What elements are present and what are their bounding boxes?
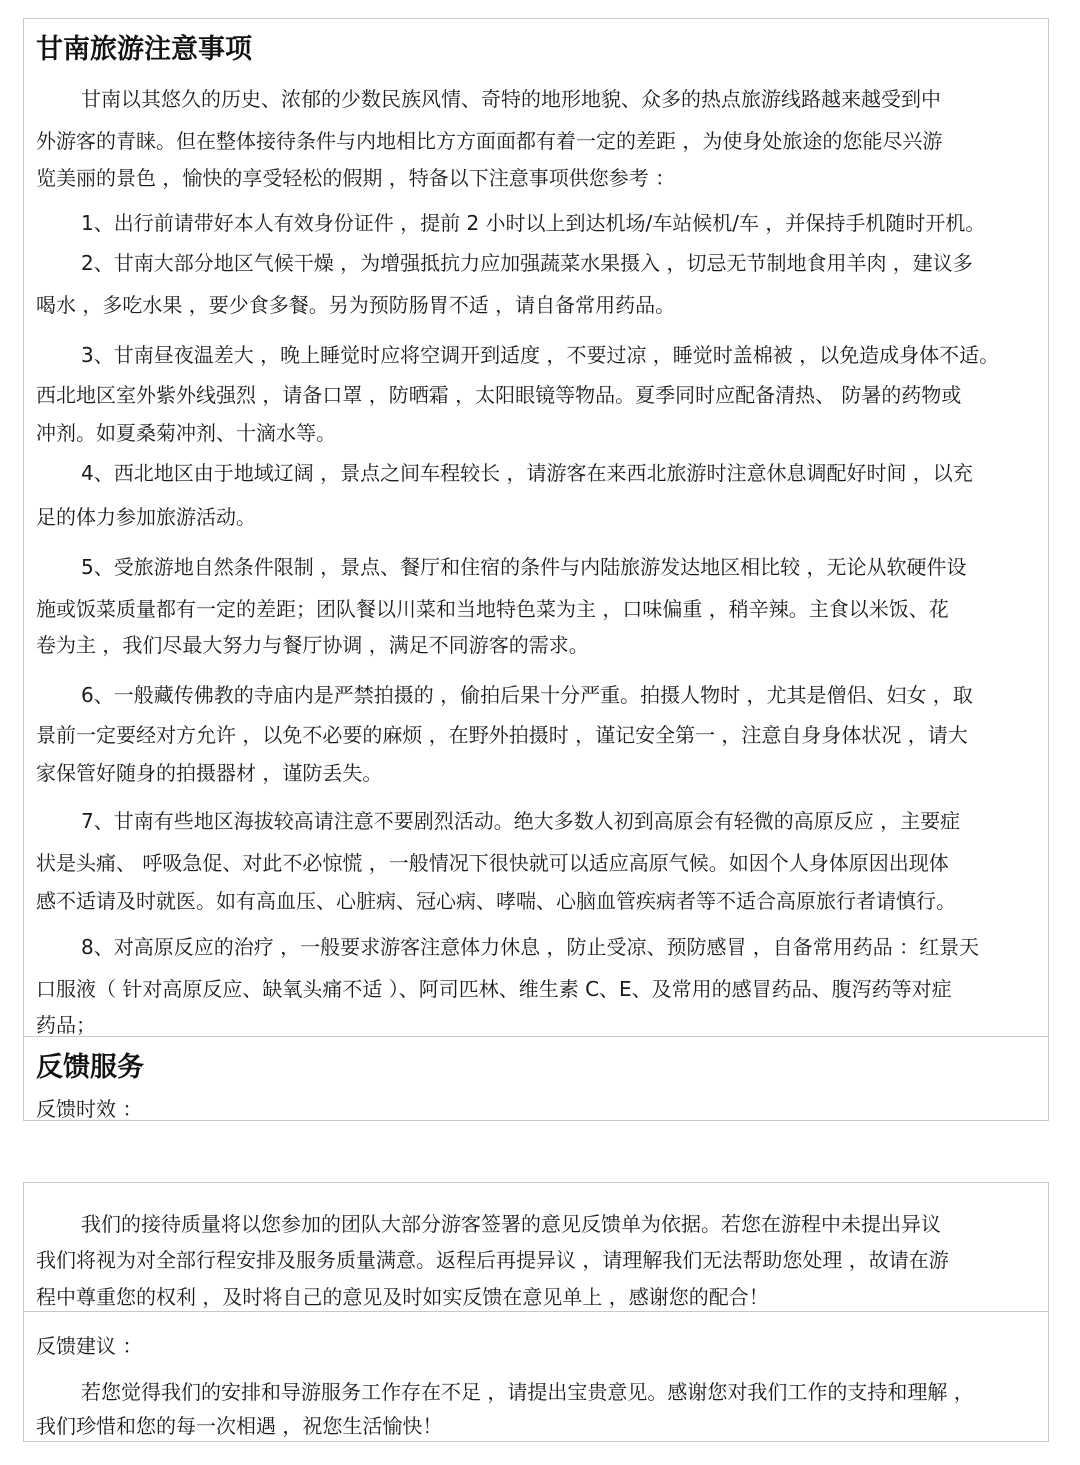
text-line: 外游客的青睐。但在整体接待条件与内地相比方方面面都有着一定的差距 ，为使身处旅途的您能尽兴游 (36, 129, 943, 153)
text-line: 药品； (36, 1013, 96, 1037)
text-line: 感不适请及时就医。如有高血压、心脏病、冠心病、哮喘、心脑血管疾病者等不适合高原旅行者请慎行。 (36, 889, 956, 913)
text-line: 若您觉得我们的安排和导游服务工作存在不足 ，请提出宝贵意见。感谢您对我们工作的支持和理解 ， (81, 1380, 974, 1404)
text-line: 景前一定要经对方允许 ，以免不必要的麻烦 ，在野外拍摄时 ，谨记安全第一 ，注意自身身体状况 ，请大 (36, 723, 968, 747)
text-line: 4、西北地区由于地域辽阔 ，景点之间车程较长 ，请游客在来西北旅游时注意休息调配好时间 ，以充 (81, 461, 973, 485)
text-line: 家保管好随身的拍摄器材 ，谨防丢失。 (36, 761, 383, 785)
text-line: 我们珍惜和您的每一次相遇 ，祝您生活愉快！ (36, 1414, 443, 1438)
text-line: 6、一般藏传佛教的寺庙内是严禁拍摄的 ，偷拍后果十分严重。拍摄人物时 ，尤其是僧侣、妇女 ，取 (81, 683, 973, 707)
text-line: 5、受旅游地自然条件限制 ，景点、餐厅和住宿的条件与内陆旅游发达地区相比较 ，无论从软硬件设 (81, 555, 967, 579)
text-line: 甘南以其悠久的历史、浓郁的少数民族风情、奇特的地形地貌、众多的热点旅游线路越来越受到中 (81, 87, 941, 111)
text-line: 施或饭菜质量都有一定的差距；团队餐以川菜和当地特色菜为主 ，口味偏重 ，稍辛辣。主食以米饭、花 (36, 597, 949, 621)
feedback-section (23, 1182, 1049, 1442)
text-line: 状是头痛、 呼吸急促、对此不必惊慌 ，一般情况下很快就可以适应高原气候。如因个人身体原因出现体 (36, 851, 949, 875)
section-title: 甘南旅游注意事项 (36, 34, 252, 65)
feedback-title: 反馈服务 (36, 1052, 144, 1083)
text-line: 7、甘南有些地区海拔较高请注意不要剧烈活动。绝大多数人初到高原会有轻微的高原反应 ，主要症 (81, 809, 961, 833)
text-line: 3、甘南昼夜温差大 ，晚上睡觉时应将空调开到适度 ，不要过凉 ，睡觉时盖棉被 ，以免造成身体不适。 (81, 343, 1000, 367)
text-line: 2、甘南大部分地区气候干燥 ，为增强抵抗力应加强蔬菜水果摄入 ，切忌无节制地食用羊肉 ，建议多 (81, 251, 973, 275)
text-line: 我们的接待质量将以您参加的团队大部分游客签署的意见反馈单为依据。若您在游程中未提出异议 (81, 1212, 941, 1236)
text-line: 8、对高原反应的治疗 ，一般要求游客注意体力休息 ，防止受凉、预防感冒 ，自备常用药品 ：红景天 (81, 935, 980, 959)
text-line: 卷为主 ，我们尽最大努力与餐厅协调 ，满足不同游客的需求。 (36, 633, 589, 657)
text-line: 览美丽的景色 ，愉快的享受轻松的假期 ，特备以下注意事项供您参考 ： (36, 166, 676, 190)
divider (24, 1036, 1048, 1037)
divider (24, 1311, 1048, 1312)
feedback-suggestion-label: 反馈建议 ： (36, 1334, 143, 1358)
travel-notice-section (23, 18, 1049, 1121)
text-line: 我们将视为对全部行程安排及服务质量满意。返程后再提异议 ，请理解我们无法帮助您处理 ，故请在游 (36, 1248, 949, 1272)
text-line: 喝水 ，多吃水果 ，要少食多餐。另为预防肠胃不适 ，请自备常用药品。 (36, 293, 676, 317)
text-line: 冲剂。如夏桑菊冲剂、十滴水等。 (36, 421, 336, 445)
text-line: 足的体力参加旅游活动。 (36, 505, 256, 529)
text-line: 口服液（ 针对高原反应、缺氧头痛不适 ）、阿司匹林、维生素 C、E、及常用的感冒药品、腹泻药等对症 (36, 977, 952, 1001)
feedback-timeliness-label: 反馈时效 ： (36, 1097, 143, 1121)
text-line: 西北地区室外紫外线强烈 ，请备口罩 ，防晒霜 ，太阳眼镜等物品。夏季同时应配备清热、 防暑的药物或 (36, 383, 962, 407)
text-line: 1、出行前请带好本人有效身份证件 ，提前 2 小时以上到达机场/车站候机/车 ，并保持手机随时开机。 (81, 211, 986, 235)
text-line: 程中尊重您的权利 ，及时将自己的意见及时如实反馈在意见单上 ，感谢您的配合！ (36, 1285, 769, 1309)
